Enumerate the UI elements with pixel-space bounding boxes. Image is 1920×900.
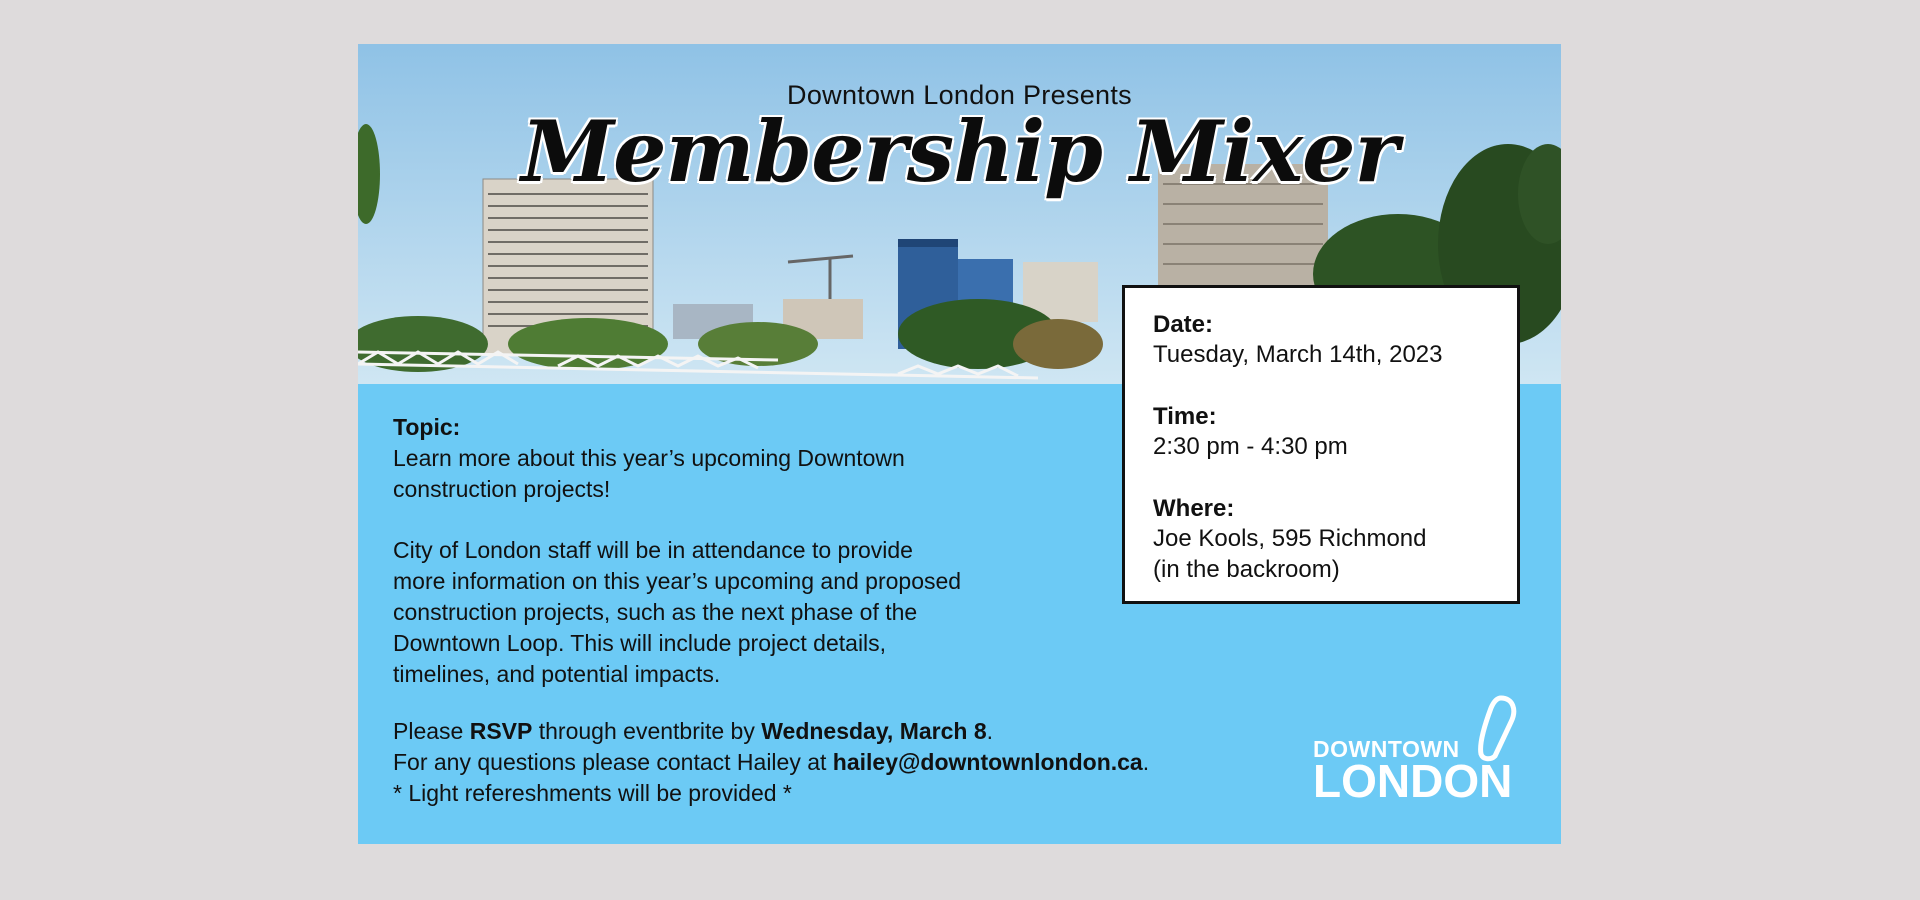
- topic-line: timelines, and potential impacts.: [393, 661, 721, 687]
- time-value: 2:30 pm - 4:30 pm: [1153, 433, 1348, 460]
- where-value-line1: Joe Kools, 595 Richmond: [1153, 525, 1427, 552]
- topic-line: construction projects, such as the next phase of the: [393, 599, 918, 625]
- date-label: Date:: [1153, 311, 1214, 338]
- rsvp-emphasis: RSVP: [469, 718, 533, 744]
- rsvp-section: [393, 716, 1333, 809]
- presents-heading: Downtown London Presents: [787, 80, 1132, 110]
- event-details-box: [1122, 285, 1520, 604]
- topic-line: construction projects!: [393, 476, 611, 502]
- logo-london-text: LONDON: [1313, 755, 1513, 807]
- topic-line: more information on this year’s upcoming and proposed: [393, 568, 962, 594]
- topic-line: Learn more about this year’s upcoming Downtown: [393, 445, 905, 471]
- event-title: Membership Mixer: [521, 102, 1398, 201]
- topic-section: [393, 412, 1113, 690]
- contact-line: For any questions please contact Hailey at hailey@downtownlondon.ca.: [393, 749, 1150, 775]
- date-value: Tuesday, March 14th, 2023: [1153, 341, 1443, 368]
- where-label: Where:: [1153, 495, 1235, 522]
- refreshments-note: * Light refereshments will be provided *: [393, 780, 792, 806]
- contact-email[interactable]: hailey@downtownlondon.ca: [832, 749, 1143, 775]
- topic-line: City of London staff will be in attendance to provide: [393, 537, 913, 563]
- logo-downtown-text: DOWNTOWN: [1313, 736, 1460, 762]
- time-label: Time:: [1153, 403, 1217, 430]
- where-value-line2: (in the backroom): [1153, 556, 1340, 583]
- event-flyer: [358, 44, 1561, 844]
- topic-line: Downtown Loop. This will include project details,: [393, 630, 887, 656]
- rsvp-line: Please RSVP through eventbrite by Wednesday, March 8.: [393, 718, 994, 744]
- topic-label: Topic:: [393, 414, 461, 440]
- downtown-london-logo: [1313, 694, 1513, 807]
- rsvp-deadline: Wednesday, March 8: [761, 718, 987, 744]
